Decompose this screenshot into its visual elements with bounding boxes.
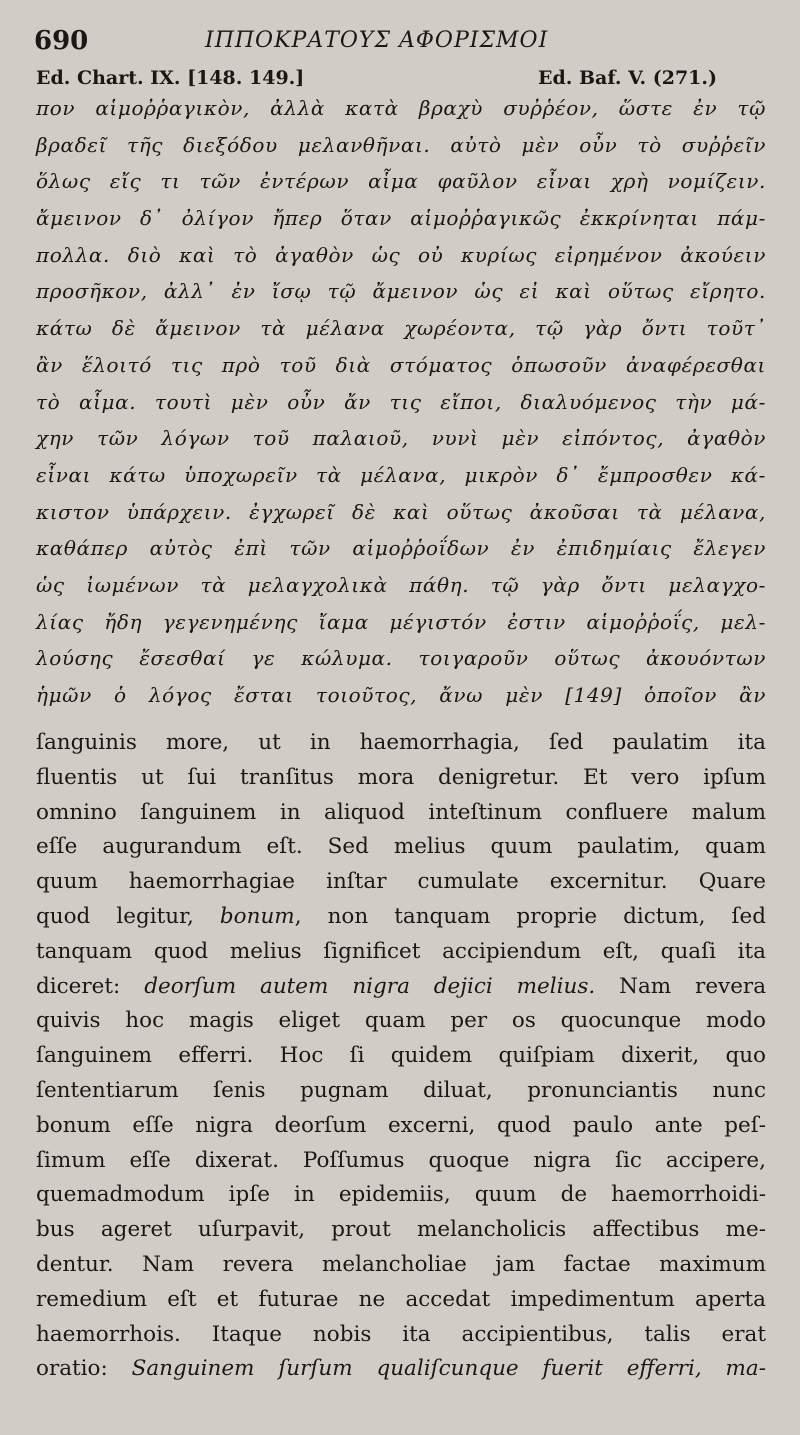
greek-text-line: ὡς ἰωμένων τὰ μελαγχολικὰ πάθη. τῷ γὰρ ὄντι μελαγχο- [36,572,766,597]
latin-text-block [36,726,766,1387]
latin-text-line [36,970,766,1005]
greek-text-line: τὸ αἷμα. τουτὶ μὲν οὖν ἄν τις εἴποι, διαλυόμενος τὴν μά- [36,389,766,414]
greek-text-line: κιστον ὑπάρχειν. ἐγχωρεῖ δὲ καὶ οὕτως ἀκοῦσαι τὰ μέλανα, [36,499,766,524]
latin-text-segment: bonum eſſe nigra deorſum excerni, quod paulo ante peſ- [36,1112,766,1138]
latin-text-segment: quod legitur, [36,903,220,929]
greek-text-line: πολλα. διὸ καὶ τὸ ἀγαθὸν ὡς οὐ κυρίως εἰρημένον ἀκούειν [36,242,766,267]
greek-text-line: προσῆκον, ἀλλ᾽ ἐν ἴσῳ τῷ ἄμεινον ὡς εἰ καὶ οὕτως εἴρητο. [36,279,766,304]
latin-text-line [36,1318,766,1353]
latin-text-segment: oratio: [36,1356,132,1382]
greek-text-line: καθάπερ αὐτὸς ἐπὶ τῶν αἱμοῤῥοΐδων ἐν ἐπιδημίαις ἔλεγεν [36,536,766,561]
greek-text-line: ὅλως εἴς τι τῶν ἐντέρων αἷμα φαῦλον εἶναι χρὴ νομίζειν. [36,169,766,194]
greek-text-line: εἶναι κάτω ὑποχωρεῖν τὰ μέλανα, μικρὸν δ᾽ ἔμπροσθεν κά- [36,462,766,487]
latin-text-line [36,900,766,935]
latin-text-segment: remedium eſt et futurae ne accedat impedimentum aperta [36,1286,766,1312]
latin-text-line [36,865,766,900]
greek-text-line: λούσης ἔσεσθαί γε κώλυμα. τοιγαροῦν οὕτως ἀκουόντων [36,646,766,671]
latin-text-line [36,830,766,865]
latin-text-line [36,1039,766,1074]
latin-text-line [36,1283,766,1318]
latin-text-line [36,1352,766,1387]
latin-text-line [36,796,766,831]
latin-text-segment: Nam revera [595,973,767,999]
latin-text-segment: bus ageret uſurpavit, prout melancholicis affectibus me- [36,1217,766,1243]
latin-text-segment: ſanguinis more, ut in haemorrhagia, ſed paulatim ita [36,730,766,755]
latin-italic-quotation: Sanguinem ſurſum qualiſcunque fuerit efferri, ma- [131,1356,766,1382]
greek-text-line: ἄμεινον δ᾽ ὀλίγον ἤπερ ὅταν αἱμοῤῥαγικῶς ἐκκρίνηται πάμ- [36,206,766,231]
latin-text-line [36,1004,766,1039]
latin-text-segment: tanquam quod melius ſignificet accipiendum eſt, quaſi ita [36,938,766,964]
greek-text-block [36,90,766,714]
latin-text-segment: quum haemorrhagiae inſtar cumulate excernitur. Quare [36,869,766,895]
running-title: ΙΠΠΟΚΡΑΤΟΥΣ ΑΦΟΡΙΣΜΟΙ [205,28,549,53]
greek-text-line: ἡμῶν ὁ λόγος ἔσται τοιοῦτος, ἄνω μὲν [149] ὁποῖον ἂν [36,683,766,707]
latin-text-segment: , non tanquam proprie dictum, ſed [294,903,766,929]
greek-text-line: ἂν ἕλοιτό τις πρὸ τοῦ διὰ στόματος ὁπωσοῦν ἀναφέρεσθαι [36,352,766,377]
latin-text-line [36,1144,766,1179]
latin-italic-quotation: deorſum autem nigra dejici melius. [144,973,596,999]
edition-reference-basel: Ed. Baf. V. (271.) [538,67,717,89]
latin-text-segment: fluentis ut ſui tranſitus mora denigretur. Et vero ipſum [36,764,766,790]
edition-reference-chartier: Ed. Chart. IX. [148. 149.] [36,67,305,89]
latin-text-segment: diceret: [36,973,145,999]
latin-text-line [36,1109,766,1144]
greek-text-line: λίας ἤδη γεγενημένης ἴαμα μέγιστόν ἐστιν αἱμοῤῥοΐς, μελ- [36,609,766,634]
latin-text-line [36,1074,766,1109]
greek-text-line: χην τῶν λόγων τοῦ παλαιοῦ, νυνὶ μὲν εἰπόντος, ἀγαθὸν [36,426,766,451]
latin-text-segment: quemadmodum ipſe in epidemiis, quum de haemorrhoidi- [36,1182,766,1208]
latin-text-line [36,1248,766,1283]
latin-italic-quotation: bonum [219,903,295,929]
latin-text-segment: ſanguinem efferri. Hoc ſi quidem quiſpiam dixerit, quo [36,1043,766,1069]
latin-text-segment: eſſe augurandum eſt. Sed melius quum paulatim, quam [36,834,766,860]
latin-text-line [36,726,766,761]
latin-text-line [36,1178,766,1213]
latin-text-segment: ſimum eſſe dixerat. Poſſumus quoque nigra ſic accipere, [36,1147,766,1173]
greek-text-line: κάτω δὲ ἄμεινον τὰ μέλανα χωρέοντα, τῷ γὰρ ὄντι τοῦτ᾽ [36,316,766,341]
latin-text-line [36,761,766,796]
greek-text-line: πον αἱμοῤῥαγικὸν, ἀλλὰ κατὰ βραχὺ συῤῥέον, ὥστε ἐν τῷ [36,96,766,120]
latin-text-segment: haemorrhois. Itaque nobis ita accipientibus, talis erat [36,1321,766,1347]
greek-text-line: βραδεῖ τῆς διεξόδου μελανθῆναι. αὐτὸ μὲν οὖν τὸ συῤῥεῖν [36,132,766,157]
latin-text-line [36,1213,766,1248]
latin-text-segment: dentur. Nam revera melancholiae jam factae maximum [36,1251,766,1277]
page-number: 690 [34,26,89,56]
latin-text-segment: omnino ſanguinem in aliquod inteſtinum confluere malum [36,799,766,825]
latin-text-segment: ſententiarum ſenis pugnam diluat, pronunciantis nunc [36,1077,766,1103]
latin-text-line [36,935,766,970]
latin-text-segment: quivis hoc magis eliget quam per os quocunque modo [36,1008,766,1034]
